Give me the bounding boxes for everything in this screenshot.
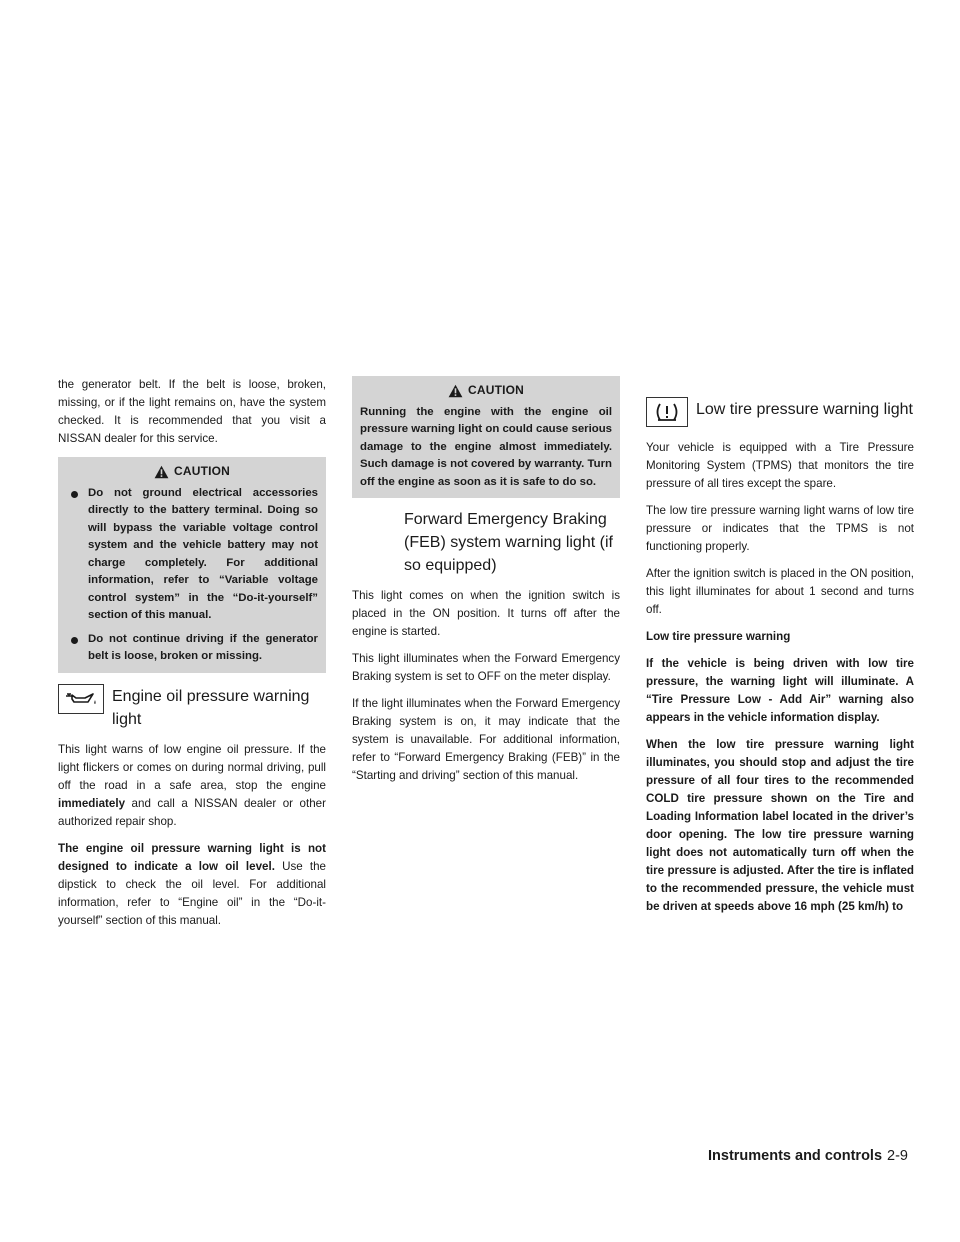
caution-box-generator (58, 457, 326, 673)
tire-paragraph-3: After the ignition switch is placed in the ON position, this light illuminates for about 1 second and turns off. (646, 567, 914, 616)
caution-header (66, 463, 318, 481)
caution-item (66, 485, 318, 625)
oil-pressure-heading (58, 685, 326, 731)
footer-section-title: Instruments and controls (708, 1148, 883, 1164)
caution-item-text: Do not continue driving if the generator belt is loose, broken or missing. (88, 632, 318, 662)
warning-triangle-icon (448, 384, 463, 398)
tire-paragraph-1: Your vehicle is equipped with a Tire Pressure Monitoring System (TPMS) that monitors the tire pressure of all tires except the spare. (646, 441, 914, 490)
feb-heading (352, 508, 620, 577)
caution-item-text: Do not ground electrical accessories directly to the battery terminal. Doing so will bypass the variable voltage control system and the vehicle battery may not charge completely. For additional information, refer to “Variable voltage control system” in the “Do-it-yourself” section of this manual. (88, 486, 318, 621)
oil-paragraph-1: This light warns of low engine oil pressure. If the light flickers or comes on during normal driving, pull off the road in a safe area, stop the engine immediately and call a NISSAN dealer or other authorized repair shop. (58, 742, 326, 828)
caution-label: CAUTION (173, 464, 231, 478)
caution-item (66, 631, 318, 666)
intro-paragraph: the generator belt. If the belt is loose, broken, missing, or if the light remains on, have the system checked. It is recommended that you visit a NISSAN dealer for this service. (58, 378, 326, 445)
warning-triangle-icon (154, 465, 169, 479)
tire-paragraph-5: When the low tire pressure warning light illuminates, you should stop and adjust the tire pressure of all four tires to the recommended COLD tire pressure shown on the Tire and Loading Information label located in the driver’s door opening. The low tire pressure warning light does not automatically turn off when the tire pressure is adjusted. After the tire is inflated to the recommended pressure, the vehicle must be driven at speeds above 16 mph (25 km/h) to (646, 738, 914, 913)
tire-paragraph-4: If the vehicle is being driven with low tire pressure, the warning light will illuminate. A “Tire Pressure Low - Add Air” warning also appears in the vehicle information display. (646, 657, 914, 724)
oil-can-icon (58, 684, 104, 714)
page-footer (708, 1148, 908, 1164)
column-2 (352, 376, 620, 794)
column-3 (646, 398, 914, 925)
caution-text: Running the engine with the engine oil pressure warning light on could cause serious damage to the engine almost immediately. Such damage is not covered by warranty. Turn off the engine as soon as it is safe to do so. (360, 405, 612, 488)
feb-heading-text: Forward Emergency Braking (FEB) system warning light (if so equipped) (404, 511, 613, 574)
caution-box-oil (352, 376, 620, 498)
bullet-icon (71, 637, 78, 644)
tire-heading-text: Low tire pressure warning light (696, 401, 913, 418)
feb-paragraph-3: If the light illuminates when the Forward Emergency Braking system is on, it may indicate that the system is unavailable. For additional information, refer to “Forward Emergency Braking (FEB)” in the “Starting and driving” section of this manual. (352, 697, 620, 782)
column-1 (58, 376, 326, 939)
page-number: 2-9 (887, 1148, 908, 1164)
feb-paragraph-2: This light illuminates when the Forward Emergency Braking system is set to OFF on the meter display. (352, 652, 620, 683)
caution-list (66, 485, 318, 666)
tire-subheading: Low tire pressure warning (646, 630, 791, 643)
feb-paragraph-1: This light comes on when the ignition switch is placed in the ON position. It turns off after the engine is started. (352, 589, 620, 638)
bullet-icon (71, 491, 78, 498)
oil-heading-text: Engine oil pressure warning light (112, 687, 310, 728)
tire-pressure-icon (646, 397, 688, 427)
tire-pressure-heading (646, 398, 914, 427)
caution-header (360, 382, 612, 400)
oil-paragraph-2: The engine oil pressure warning light is not designed to indicate a low oil level. Use the dipstick to check the oil level. For additional information, refer to “Engine oil” in the “Do-it-yourself” section of this manual. (58, 841, 326, 927)
tire-paragraph-2: The low tire pressure warning light warns of low tire pressure or indicates that the TPMS is not functioning properly. (646, 504, 914, 553)
caution-label: CAUTION (467, 383, 525, 397)
